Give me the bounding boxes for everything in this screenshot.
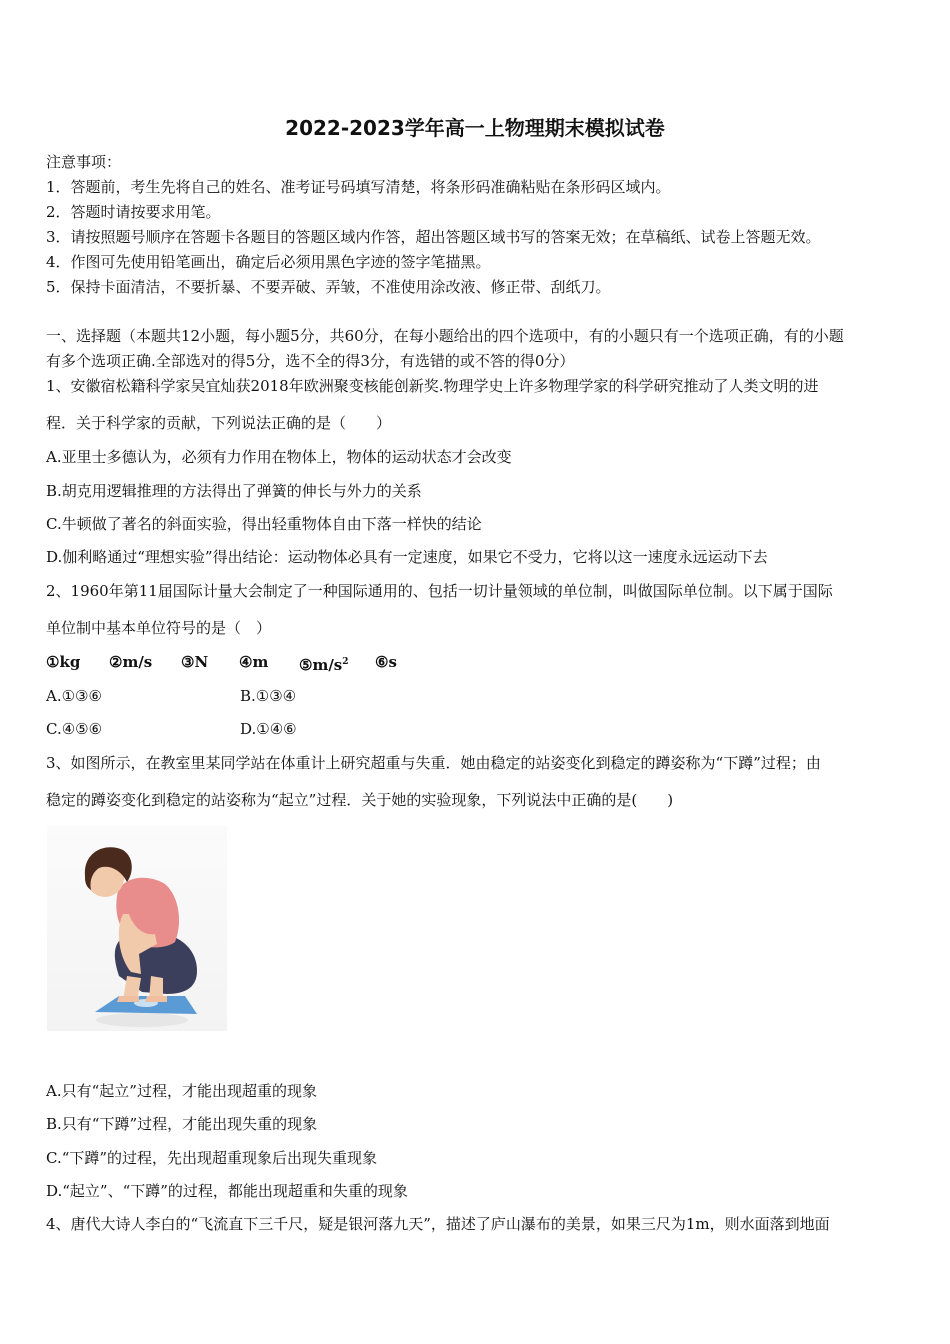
floor-shadow <box>96 1013 188 1027</box>
question-2-option-c: C.④⑤⑥ <box>46 720 103 738</box>
question-2-option-b: B.①③④ <box>240 687 297 705</box>
note-item-3: 3．请按照题号顺序在答题卡各题目的答题区域内作答，超出答题区域书写的答案无效；在草稿纸、试卷上答题无效。 <box>46 228 821 246</box>
unit-m-per-s-squared-base: ⑤m/s <box>299 656 343 674</box>
question-3-option-d: D.“起立”、“下蹲”的过程，都能出现超重和失重的现象 <box>46 1182 408 1200</box>
note-item-2: 2．答题时请按要求用笔。 <box>46 203 221 221</box>
foot-left <box>117 996 139 1002</box>
question-1-option-c: C.牛顿做了著名的斜面实验，得出轻重物体自由下落一样快的结论 <box>46 515 482 533</box>
note-item-5: 5．保持卡面清洁，不要折暴、不要弄破、弄皱，不准使用涂改液、修正带、刮纸刀。 <box>46 278 611 296</box>
question-2-option-a: A.①③⑥ <box>46 687 102 705</box>
section-instructions-line2: 有多个选项正确.全部选对的得5分，选不全的得3分，有选错的或不答的得0分） <box>46 352 575 370</box>
question-3-option-a: A.只有“起立”过程，才能出现超重的现象 <box>46 1082 317 1100</box>
question-1-option-b: B.胡克用逻辑推理的方法得出了弹簧的伸长与外力的关系 <box>46 482 422 500</box>
section-instructions-line1: 一、选择题（本题共12小题，每小题5分，共60分，在每小题给出的四个选项中，有的小题只有一个选项正确，有的小题 <box>46 327 844 345</box>
foot-right <box>145 996 167 1002</box>
unit-superscript: 2 <box>342 657 349 667</box>
unit-second: ⑥s <box>375 653 397 671</box>
question-1-option-a: A.亚里士多德认为，必须有力作用在物体上，物体的运动状态才会改变 <box>46 448 512 466</box>
unit-newton: ③N <box>181 653 209 671</box>
question-3-stem-line2: 稳定的蹲姿变化到稳定的站姿称为“起立”过程．关于她的实验现象，下列说法中正确的是( ) <box>46 791 674 809</box>
question-3-option-c: C.“下蹲”的过程，先出现超重现象后出现失重现象 <box>46 1149 378 1167</box>
question-4-stem-line1: 4、唐代大诗人李白的“飞流直下三千尺，疑是银河落九天”，描述了庐山瀑布的美景，如果三尺为1m，则水面落到地面 <box>46 1215 830 1233</box>
question-1-stem-line2: 程．关于科学家的贡献，下列说法正确的是（ ） <box>46 414 392 432</box>
unit-m-per-s: ②m/s <box>109 653 153 671</box>
figure-illustration <box>47 826 227 1031</box>
question-2-option-d: D.①④⑥ <box>240 720 297 738</box>
note-item-1: 1．答题前，考生先将自己的姓名、准考证号码填写清楚，将条形码准确粘贴在条形码区域内。 <box>46 178 671 196</box>
unit-meter: ④m <box>239 653 269 671</box>
notes-heading: 注意事项： <box>46 153 122 171</box>
unit-kg: ①kg <box>46 653 81 671</box>
unit-m-per-s-squared <box>299 652 349 675</box>
page-title: 2022-2023学年高一上物理期末模拟试卷 <box>285 116 665 140</box>
question-2-stem-line2: 单位制中基本单位符号的是（ ） <box>46 619 272 637</box>
question-3-stem-line1: 3、如图所示，在教室里某同学站在体重计上研究超重与失重．她由稳定的站姿变化到稳定的蹲姿称为“下蹲”过程；由 <box>46 754 821 772</box>
question-3-option-b: B.只有“下蹲”过程，才能出现失重的现象 <box>46 1115 318 1133</box>
question-1-option-d: D.伽利略通过“理想实验”得出结论：运动物体必具有一定速度，如果它不受力，它将以这一速度永远运动下去 <box>46 548 768 566</box>
question-2-stem-line1: 2、1960年第11届国际计量大会制定了一种国际通用的、包括一切计量领域的单位制，叫做国际单位制。以下属于国际 <box>46 582 833 600</box>
squatting-girl-on-scale-figure <box>47 826 227 1031</box>
note-item-4: 4．作图可先使用铅笔画出，确定后必须用黑色字迹的签字笔描黑。 <box>46 253 491 271</box>
question-1-stem-line1: 1、安徽宿松籍科学家吴宜灿获2018年欧洲聚变核能创新奖.物理学史上许多物理学家的科学研究推动了人类文明的进 <box>46 377 819 395</box>
